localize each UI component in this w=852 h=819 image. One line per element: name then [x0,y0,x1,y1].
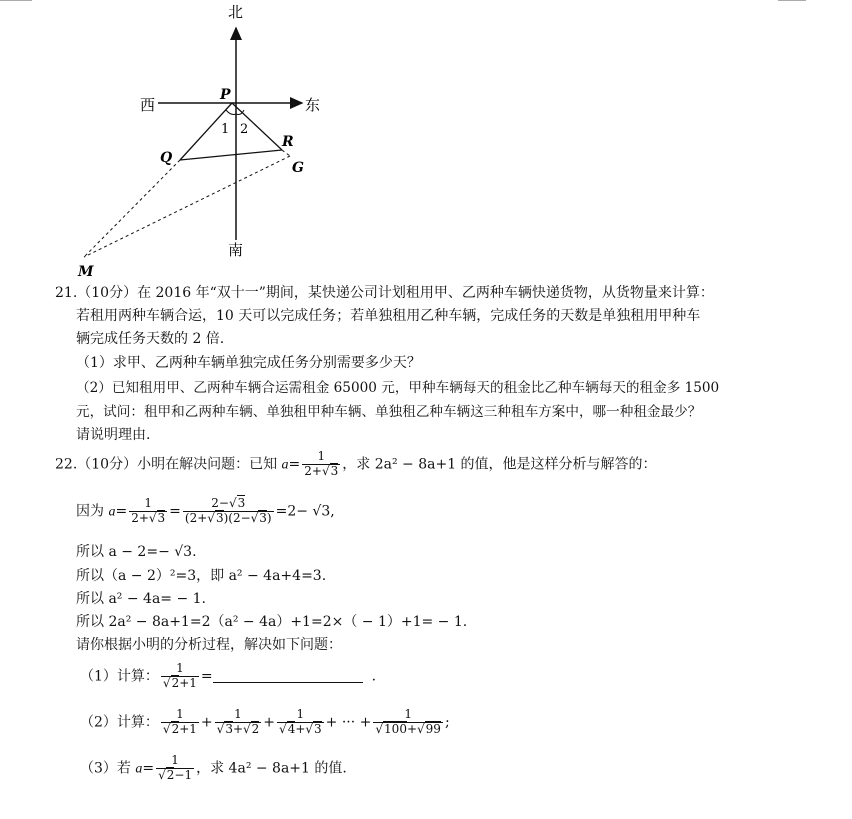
q21-line1: 21.（10分）在 2016 年“双十一”期间，某快递公司计划租用甲、乙两种车辆快递货物，从货物量来计算： [55,285,714,301]
label-P: P [220,87,231,103]
q21-line3: 辆完成任务天数的 2 倍. [76,331,225,347]
q22-step1: 因为 a= $\frac{1}{2+√3}$ = $\frac{2-√3}{(2+√3)(2-√3)}$ =2− √3, [76,496,335,525]
q22-part1: （1）计算： $\frac{1}{√2+1}$ = . [80,661,377,690]
label-Q: Q [160,150,173,166]
label-R: R [282,134,294,150]
fraction-a-def: $\frac{1}{2+√3}$ [304,449,339,478]
q21-part2-line1: （2）已知租用甲、乙两种车辆合运需租金 65000 元，甲种车辆每天的租金比乙种车辆每天的租金多 1500 [76,380,720,396]
q22-part2-label: （2）计算： [80,714,159,731]
fraction-p2-2: $\frac{1}{√3+√2}$ [216,707,260,736]
q22-step3: 所以（a − 2）²=3，即 a² − 4a+4=3. [76,568,327,584]
q22-part3-tail: ，求 4a² − 8a+1 的值. [196,760,347,777]
label-south: 南 [228,241,244,259]
q22-intro: 22.（10分）小明在解决问题：已知 a= $\frac{1}{2+√3}$ ，求 2a² − 8a+1 的值，他是这样分析与解答的： [55,449,657,478]
q22-instruction: 请你根据小明的分析过程，解决如下问题： [76,637,342,653]
q22-because: 因为 [76,503,104,520]
q21-part2-line3: 请说明理由. [76,427,151,443]
segment-RG [282,150,290,156]
answer-blank[interactable] [213,670,363,683]
q22-step1-tail: =2− √3, [275,503,335,520]
label-west: 西 [140,96,156,114]
compass-figure [0,0,400,285]
segment-QM [84,160,180,257]
q22-intro-prefix: 22.（10分）小明在解决问题：已知 [55,456,278,473]
corner-mark-right [778,0,806,1]
fraction-step1-a: $\frac{1}{2+√3}$ [131,496,166,525]
label-north: 北 [228,3,244,21]
q21-line2: 若租用两种车辆合运，10 天可以完成任务；若单独租用乙种车辆，完成任务的天数是单独租用甲种车 [76,308,701,324]
var-a: a [281,457,289,473]
fraction-p2-3: $\frac{1}{√4+√3}$ [279,707,322,736]
label-east: 东 [305,96,321,114]
q22-intro-suffix: ，求 2a² − 8a+1 的值，他是这样分析与解答的： [342,456,657,473]
fraction-p3: $\frac{1}{√2-1}$ [158,753,193,782]
q22-part3: （3）若 a= $\frac{1}{√2-1}$ ，求 4a² − 8a+1 的值. [80,753,347,782]
q22-step2: 所以 a − 2=− √3. [76,544,197,560]
q22-part1-tail: . [371,668,377,685]
fraction-p2-last: $\frac{1}{√100+√99}$ [375,707,441,736]
fraction-p2-1: $\frac{1}{√2+1}$ [162,707,197,736]
angle-arc-1 [226,110,236,115]
label-angle-2: 2 [240,122,249,137]
q22-step5: 所以 2a² − 8a+1=2（a² − 4a）+1=2×（ − 1）+1= − 1. [76,614,468,630]
label-G: G [292,160,304,176]
q22-part2-ellipsis: + ··· + [325,714,372,731]
q22-part2: （2）计算： $\frac{1}{√2+1}$ + $\frac{1}{√3+√2}$ + $\frac{1}{√4+√3}$ + ··· + $\frac{1}{√100+√99}$ ; [80,707,450,736]
q22-part3-label: （3）若 [80,760,131,777]
segment-GM [84,156,290,257]
q21-part1: （1）求甲、乙两种车辆单独完成任务分别需要多少天？ [76,355,421,371]
segment-QR [180,150,282,160]
fraction-step1-b: $\frac{2-√3}{(2+√3)(2-√3)}$ [184,496,272,525]
q22-step4: 所以 a² − 4a= − 1. [76,591,207,607]
q21-part2-line2: 元，试问：租甲和乙两种车辆、单独租甲种车辆、单独租乙种车辆这三种租车方案中，哪一种租金最少？ [76,404,702,420]
label-M: M [78,264,94,280]
q22-part1-label: （1）计算： [80,668,159,685]
label-angle-1: 1 [221,122,230,137]
fraction-p1: $\frac{1}{√2+1}$ [162,661,197,690]
